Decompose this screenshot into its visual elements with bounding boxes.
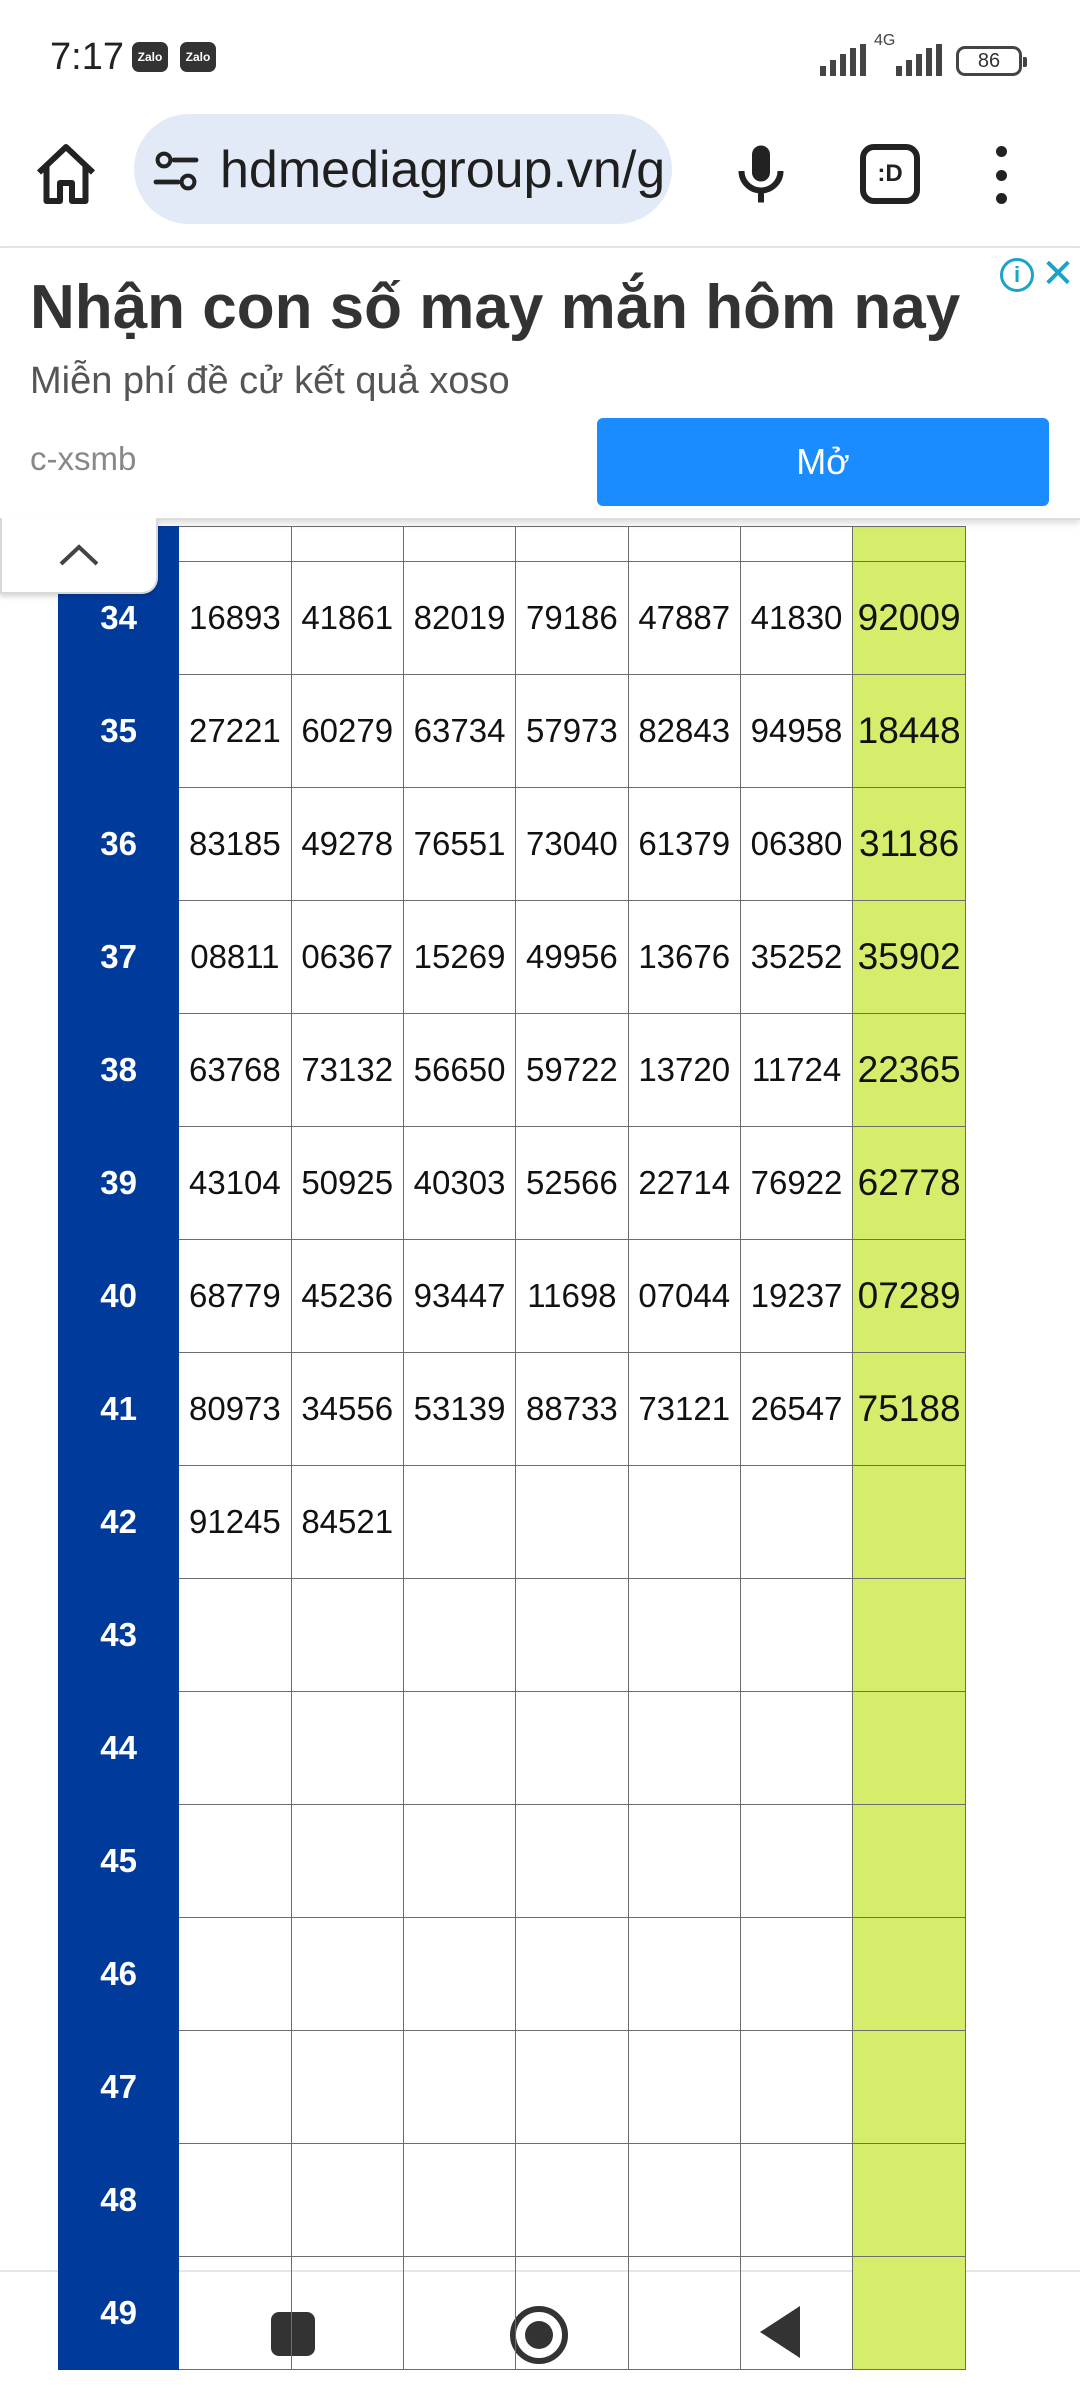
battery-icon [956, 46, 1022, 76]
highlight-number-cell [853, 1579, 966, 1692]
ad-domain: c-xsmb [30, 440, 137, 477]
browser-toolbar [0, 110, 1080, 246]
number-cell: 83185 [179, 788, 291, 901]
number-cell [179, 1692, 291, 1805]
number-cell [516, 1918, 628, 2031]
number-cell: 82019 [403, 562, 515, 675]
row-index-cell: 39 [59, 1127, 179, 1240]
row-index-cell: 47 [59, 2031, 179, 2144]
number-cell: 13720 [628, 1014, 740, 1127]
row-index-cell: 48 [59, 2144, 179, 2257]
table-row [59, 1579, 966, 1692]
results-table-container [58, 526, 966, 2331]
row-index-cell: 43 [59, 1579, 179, 1692]
number-cell [628, 1918, 740, 2031]
ad-title[interactable]: Nhận con số may mắn hôm nay [30, 273, 961, 342]
number-cell [740, 2031, 852, 2144]
signal-icon [820, 44, 866, 76]
table-row [59, 1353, 966, 1466]
number-cell: 11698 [516, 1240, 628, 1353]
ad-open-button[interactable]: Mở [597, 418, 1049, 506]
highlight-number-cell [853, 2031, 966, 2144]
battery-level: 86 [977, 49, 1001, 72]
number-cell [628, 527, 740, 562]
table-row [59, 1805, 966, 1918]
number-cell [516, 2031, 628, 2144]
highlight-number-cell: 07289 [853, 1240, 966, 1353]
number-cell: 76551 [403, 788, 515, 901]
table-row [59, 2257, 966, 2370]
number-cell: 41861 [291, 562, 403, 675]
number-cell [740, 1918, 852, 2031]
highlight-number-cell [853, 1466, 966, 1579]
number-cell: 26547 [740, 1353, 852, 1466]
number-cell: 91245 [179, 1466, 291, 1579]
table-row [59, 527, 966, 562]
highlight-number-cell [853, 1692, 966, 1805]
number-cell [403, 2031, 515, 2144]
number-cell: 61379 [628, 788, 740, 901]
table-row [59, 1692, 966, 1805]
network-type-label: 4G [874, 32, 896, 49]
number-cell: 22714 [628, 1127, 740, 1240]
number-cell [179, 1579, 291, 1692]
highlight-number-cell [853, 1805, 966, 1918]
number-cell [516, 1579, 628, 1692]
number-cell [516, 1805, 628, 1918]
row-index-cell: 42 [59, 1466, 179, 1579]
highlight-number-cell [853, 527, 966, 562]
number-cell [516, 1466, 628, 1579]
row-index-cell: 45 [59, 1805, 179, 1918]
number-cell [291, 1692, 403, 1805]
row-index-cell: 49 [59, 2257, 179, 2370]
highlight-number-cell: 62778 [853, 1127, 966, 1240]
site-settings-icon[interactable] [152, 148, 200, 196]
number-cell: 80973 [179, 1353, 291, 1466]
number-cell: 41830 [740, 562, 852, 675]
number-cell: 59722 [516, 1014, 628, 1127]
number-cell: 27221 [179, 675, 291, 788]
status-bar [0, 0, 1080, 110]
number-cell: 50925 [291, 1127, 403, 1240]
number-cell [628, 1466, 740, 1579]
number-cell: 45236 [291, 1240, 403, 1353]
number-cell [179, 2257, 291, 2370]
number-cell: 15269 [403, 901, 515, 1014]
table-row [59, 1127, 966, 1240]
chevron-up-icon [57, 542, 101, 568]
collapse-ad-button[interactable] [0, 518, 158, 594]
number-cell: 06380 [740, 788, 852, 901]
number-cell: 49278 [291, 788, 403, 901]
number-cell: 63734 [403, 675, 515, 788]
number-cell [740, 2257, 852, 2370]
number-cell: 82843 [628, 675, 740, 788]
table-row [59, 2031, 966, 2144]
number-cell: 35252 [740, 901, 852, 1014]
status-indicators [820, 32, 1022, 76]
number-cell: 93447 [403, 1240, 515, 1353]
row-index-cell: 36 [59, 788, 179, 901]
table-row [59, 1240, 966, 1353]
row-index-cell: 41 [59, 1353, 179, 1466]
row-index-cell: 40 [59, 1240, 179, 1353]
number-cell [403, 1579, 515, 1692]
home-icon[interactable] [30, 138, 102, 210]
row-index-cell: 35 [59, 675, 179, 788]
number-cell: 52566 [516, 1127, 628, 1240]
results-table [58, 526, 966, 2370]
highlight-number-cell: 35902 [853, 901, 966, 1014]
number-cell: 13676 [628, 901, 740, 1014]
number-cell: 57973 [516, 675, 628, 788]
number-cell [516, 2257, 628, 2370]
zalo-notification-icon: Zalo [180, 42, 216, 72]
highlight-number-cell [853, 2257, 966, 2370]
highlight-number-cell: 92009 [853, 562, 966, 675]
highlight-number-cell: 22365 [853, 1014, 966, 1127]
number-cell: 94958 [740, 675, 852, 788]
microphone-icon[interactable] [725, 138, 797, 210]
number-cell: 06367 [291, 901, 403, 1014]
number-cell: 53139 [403, 1353, 515, 1466]
number-cell [179, 2144, 291, 2257]
number-cell [740, 1466, 852, 1579]
highlight-number-cell: 31186 [853, 788, 966, 901]
number-cell [291, 2144, 403, 2257]
number-cell [740, 1579, 852, 1692]
number-cell: 60279 [291, 675, 403, 788]
table-row [59, 788, 966, 901]
zalo-notification-icon: Zalo [132, 42, 168, 72]
highlight-number-cell [853, 2144, 966, 2257]
row-index-cell: 34 [59, 562, 179, 675]
table-row [59, 901, 966, 1014]
table-row [59, 1014, 966, 1127]
number-cell [628, 2144, 740, 2257]
table-row [59, 562, 966, 675]
number-cell [291, 1805, 403, 1918]
number-cell [628, 2257, 740, 2370]
number-cell [179, 1918, 291, 2031]
number-cell: 73132 [291, 1014, 403, 1127]
number-cell [740, 527, 852, 562]
number-cell [740, 1692, 852, 1805]
address-bar[interactable] [134, 114, 672, 224]
ad-close-icon[interactable]: ✕ [1041, 252, 1075, 296]
number-cell [291, 1918, 403, 2031]
highlight-number-cell: 75188 [853, 1353, 966, 1466]
number-cell: 73121 [628, 1353, 740, 1466]
number-cell [628, 1805, 740, 1918]
number-cell [740, 1805, 852, 1918]
number-cell [628, 2031, 740, 2144]
ad-banner[interactable] [0, 246, 1080, 520]
row-index-cell: 38 [59, 1014, 179, 1127]
number-cell: 73040 [516, 788, 628, 901]
table-row [59, 675, 966, 788]
table-row [59, 1466, 966, 1579]
number-cell [628, 1692, 740, 1805]
number-cell: 40303 [403, 1127, 515, 1240]
number-cell [403, 527, 515, 562]
row-index-cell: 37 [59, 901, 179, 1014]
number-cell: 11724 [740, 1014, 852, 1127]
tab-switcher-button[interactable] [860, 144, 920, 204]
number-cell [628, 1579, 740, 1692]
number-cell [179, 1805, 291, 1918]
number-cell [403, 1692, 515, 1805]
number-cell: 19237 [740, 1240, 852, 1353]
number-cell: 79186 [516, 562, 628, 675]
highlight-number-cell [853, 1918, 966, 2031]
number-cell [403, 1805, 515, 1918]
number-cell: 63768 [179, 1014, 291, 1127]
row-index-cell: 46 [59, 1918, 179, 2031]
number-cell: 76922 [740, 1127, 852, 1240]
ad-subtitle: Miễn phí đề cử kết quả xoso [30, 360, 510, 402]
number-cell [291, 2031, 403, 2144]
number-cell [291, 1579, 403, 1692]
number-cell: 34556 [291, 1353, 403, 1466]
ad-info-icon[interactable]: i [1000, 258, 1034, 292]
number-cell: 56650 [403, 1014, 515, 1127]
status-time: 7:17 [50, 36, 124, 78]
number-cell: 08811 [179, 901, 291, 1014]
number-cell: 49956 [516, 901, 628, 1014]
number-cell: 47887 [628, 562, 740, 675]
number-cell [516, 527, 628, 562]
number-cell: 16893 [179, 562, 291, 675]
number-cell: 68779 [179, 1240, 291, 1353]
table-row [59, 2144, 966, 2257]
number-cell [179, 527, 291, 562]
tab-switcher-label: :D [877, 160, 903, 187]
number-cell [403, 1466, 515, 1579]
number-cell [403, 2257, 515, 2370]
number-cell: 88733 [516, 1353, 628, 1466]
number-cell [291, 527, 403, 562]
number-cell [740, 2144, 852, 2257]
number-cell [403, 2144, 515, 2257]
more-options-icon[interactable] [986, 140, 1016, 210]
url-text[interactable]: hdmediagroup.vn/g [220, 141, 666, 199]
table-row [59, 1918, 966, 2031]
number-cell [403, 1918, 515, 2031]
row-index-cell: 44 [59, 1692, 179, 1805]
highlight-number-cell: 18448 [853, 675, 966, 788]
number-cell [291, 2257, 403, 2370]
number-cell [516, 2144, 628, 2257]
number-cell [179, 2031, 291, 2144]
signal-4g-icon [874, 32, 942, 76]
number-cell: 07044 [628, 1240, 740, 1353]
number-cell: 84521 [291, 1466, 403, 1579]
number-cell [516, 1692, 628, 1805]
number-cell: 43104 [179, 1127, 291, 1240]
